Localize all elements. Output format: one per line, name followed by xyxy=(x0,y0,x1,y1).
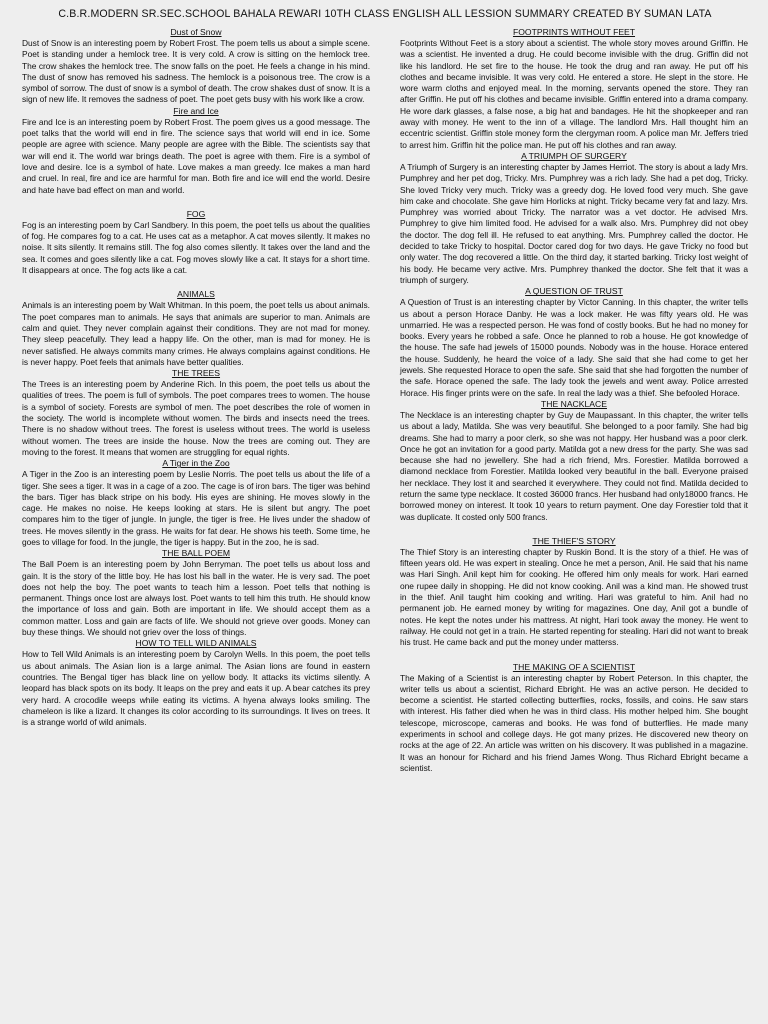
section-heading: A TRIUMPH OF SURGERY xyxy=(521,150,627,161)
section-fog xyxy=(22,209,370,276)
section-tiger-in-the-zoo xyxy=(22,458,370,548)
section-text: Animals is an interesting poem by Walt Whitman. In this poem, the poet tells us about animals. The poet compares man to animals. He says that animals are superior to man. Animals are calm and quiet. They never complain against their conditions. They are not mad for money. They sleep peacefully. They lead a happy life. On the other, man is mad for money. He is never satisfied. He always commits many crimes. He always complains against conditions. He is never happy. Poet feels that animals have better qualities. xyxy=(22,300,370,367)
section-the-trees xyxy=(22,368,370,458)
section-text: The Ball Poem is an interesting poem by John Berryman. The poet tells us about loss and gain. It is the story of the little boy. He has lost his ball in the water. He is very sad. The poet does not help the boy. The poet wants to teach him a lesson. Poet tells that nothing is permanent. Things once lost are always lost. Poet wants to tell him this truth. He should know the importance of loss and gain. Both are important in life. We should accept them as a common matter. Loss and gain are facts of life. We should not grieve over goods. Money can buy these things. We should not griev over the loss of things. xyxy=(22,559,370,638)
section-dust-of-snow xyxy=(22,27,370,106)
section-footprints-without-feet xyxy=(400,27,748,151)
left-column xyxy=(22,27,370,774)
section-text: How to Tell Wild Animals is an interesting poem by Carolyn Wells. In this poem, the poet tells us about animals. The Asian lion is a large animal. The Asian lions are found in eastern countries. The Bengal tiger has black line on yellow body. It attacks its victims silently. A leopard has black spots on its body. It leaps on the prey and eats it up. A bear catches its prey very hard. A crocodile weeps while eating its victims. A hyena always looks smiling. The chameleon is like a lizard. It changes its color according to its surroundings. It lives on trees. It is a strange world of wild animals. xyxy=(22,649,370,728)
section-heading: THE MAKING OF A SCIENTIST xyxy=(512,661,636,672)
section-necklace xyxy=(400,399,748,523)
section-thiefs-story xyxy=(400,536,748,649)
section-heading: HOW TO TELL WILD ANIMALS xyxy=(135,638,257,649)
section-text: A Triumph of Surgery is an interesting chapter by James Herriot. The story is about a lady Mrs. Pumphrey and her pet dog, Tricky. Mrs. Pumphrey was a rich lady. She had a pet dog, Tricky. She loved Tricky very much. Tricky was a greedy dog. He loved food very much. She gave him cake and chocolate. She gave him Horlicks at night. Tricky became very fat and lazy. Mrs. Pumphrey was worried about Tricky. The narrator was a vet doctor. He advised Mrs. Pumphrey to give him limited food. He advised for a walk also. Mrs. Pumphrey did not obey the doctor. The dog fell ill. He refused to eat anything. Mrs. Pumphrey called the doctor. He decided to take Tricky to hospital. Doctor cared dog for two days. He gave Tricky no food but only water. The dog recovered a little. On the third day, it started barking. Tricky lost weight of his body. He became very active. Mrs. Pumphrey thanked the doctor. She felt that it was a triumph of surgery. xyxy=(400,161,748,285)
section-heading: THE NACKLACE xyxy=(541,398,607,409)
section-making-of-a-scientist xyxy=(400,662,748,775)
section-ball-poem xyxy=(22,548,370,638)
section-wild-animals xyxy=(22,638,370,728)
section-heading: FOOTPRINTS WITHOUT FEET xyxy=(512,27,636,37)
section-heading: Fire and Ice xyxy=(173,105,219,116)
section-heading: THE TREES xyxy=(171,368,221,379)
section-text: Footprints Without Feet is a story about a scientist. The whole story moves around Griffin. He was a scientist. He invented a drug. He could become invisible with the drug. Griffin did not like his landlord. He set fire to the house. He took the drug and ran away. He put off his clothes and became invisible. It was very cold. He entered a store. He slept in the store. He wore warm cloths and enjoyed meal. In the morning, servants opened the store. They ran after Griffin. He put off his clothes and became invisible. Griffin entered into a drama company. He wore dark glasses, a false nose, a big hat and bandages. He hit the shopkeeper and ran away with money. He went to the inn of a village. The landlord Mrs. Hall thought him an eccentric scientist. Griffin stole money form the clergyman room. A police man Mr. Jeffers tried to arrest him. Griffin hit the police man. He put off his clothes and ran away. xyxy=(400,38,748,150)
section-text: Fog is an interesting poem by Carl Sandbery. In this poem, the poet tells us about the qualities of fog. He compares fog to a cat. He uses cat as a metaphor. A cat moves silently. It makes no noise. It sits silently. It remains still. The fog also comes silently. It takes over the land and the sea. It comes and goes silently like a cat. Fog moves slowly like a cat. It stays for a short time. It disappears at once. The fog acts like a cat. xyxy=(22,219,370,276)
section-fire-and-ice xyxy=(22,106,370,196)
section-heading: Dust of Snow xyxy=(170,27,222,37)
section-heading: FOG xyxy=(186,208,206,219)
section-heading: A Tiger in the Zoo xyxy=(162,458,230,469)
section-text: Fire and Ice is an interesting poem by Robert Frost. The poem gives us a good message. The poet talks that the world will end in fire. The science says that world will end in ice. Some people are agree with science. Many people are agree with the Bible. The scientists say that war will end it. The world war brings death. The poet is agree with them. Fire is a symbol of love and desire. Ice is a symbol of hate. Love makes a man greedy. Ice makes a man hard and cruel. In real, fire and ice are harmful for man. Both fire and ice will end the world. Desire and hate have bad effect on man and world. xyxy=(22,116,370,195)
section-text: Dust of Snow is an interesting poem by Robert Frost. The poem tells us about a simple scene. Poet is standing under a hemlock tree. It is very cold. A crow is sitting on the hemlock tree. The crow shakes the hemlock tree. The snow falls on the poet. He feels a change in his mind. The dust of snow has removed his sadness. The hemlock is a poisonous tree. The crow is a symbol of sorrow. The dust of snow is a symbol of death. The crow shakes dust of snow. It is a sign of new life. It removes the sadness of poet. The poet gets busy with his work like a crow. xyxy=(22,38,370,105)
section-question-of-trust xyxy=(400,286,748,399)
page-title: C.B.R.MODERN SR.SEC.SCHOOL BAHALA REWARI 10TH CLASS ENGLISH ALL LESSION SUMMARY CREATED BY SUMAN LATA xyxy=(58,8,712,20)
section-text: The Trees is an interesting poem by Anderine Rich. In this poem, the poet tells us about the qualities of trees. The poem is full of symbols. The poet compares trees to women. The house is a symbol of society. Forests are symbol of men. The poet describes the role of women in the society. The world is incomplete without women. The birds and insects need the trees. There is no shadow without trees. The forest is useless without trees. The world is useless without women. The trees are inside the house. Now the trees are coming out. They are moving to the forest. It means that women are struggling for equal rights. xyxy=(22,379,370,457)
right-column xyxy=(400,27,748,774)
columns xyxy=(22,27,748,774)
section-heading: THE BALL POEM xyxy=(162,548,230,559)
section-triumph-of-surgery xyxy=(400,151,748,286)
section-text: The Thief Story is an interesting chapter by Ruskin Bond. It is the story of a thief. He was of fifteen years old. He was expert in stealing. Once he met a person, Anil. He said that his name was Hari Singh. Anil kept him for cooking. He offered him only meals for work. Hari earned one rupee daily in shopping. He did not know cooking. Anil was a kind man. He showed trust in the thief. Anil taught him cooking and writing. Hari was grateful to him. Anil had no permanent job. He earned money by writing for magazines. One day, Anil got a bundle of notes. He kept the notes under his mattress. At night, Hari took away the money. He went to railway. He could not get in a train. He started repenting for stealing. Hari did not want to break his trust. He came back and put the money under matterss. xyxy=(400,546,748,648)
section-heading: ANIMALS xyxy=(177,289,215,300)
section-heading: A QUESTION OF TRUST xyxy=(525,286,623,297)
section-text: The Necklace is an interesting chapter by Guy de Maupassant. In this chapter, the writer tells us about a lady, Matilda. She was very beautiful. She belonged to a poor family. She had big dreams. She had to marry a poor clerk, so she was not happy. Her husband was a poor clerk. Once he got an invitation for a good party. Matilda got a new dress for the party. She was sad because she had no jewellery. She had a rich friend, Mrs. Forestier. Matilda borrowed a diamond necklace from Forestier. Matilda looked very beautiful in the ball. Everyone praised her necklace. They lost it and searched it everywhere. They could not find. Matilda decided to return the same type necklace. It costed 36000 francs. Her husband had only18000 francs. He borrowed money on interest. It took 10 years to return payment. One day Forestier told that it was duplicate. It costed only 500 francs. xyxy=(400,409,748,522)
section-heading: THE THIEF'S STORY xyxy=(532,535,616,546)
section-text: The Making of a Scientist is an interesting chapter by Robert Peterson. In this chapter, the writer tells us about a scientist, Richard Ebright. He was an active person. He decided to become a scientist. He started collecting butterflies, rocks, fossils, and coins. He saw stars with interest. His father died when he was in third class. His mother helped him. She bought telescope, microscope, cameras and books. He was fond of butterflies. He made many experiments in school and college days. He got many prizes. He discovered new theory on rocks at the age of 22. An article was written on his discovery. It was published in a magazine. It was an honour for Richard and his friend James Wong. Thus Richard Ebright became a scientist. xyxy=(400,672,748,773)
section-animals xyxy=(22,289,370,368)
section-text: A Tiger in the Zoo is an interesting poem by Leslie Norris. The poet tells us about the life of a tiger. She sees a tiger. It was in a cage of a zoo. The cage is of iron bars. The tiger was behind the bars. Tiger has black stripe on his body. His eyes are shining. He moves slowly in the cage. He makes no noise. He keeps looking at stars. He is silent but angry. The poet compares him to the tiger of jungle. In jungle, the tiger is free. He lives under the shadow of trees. He moves silently in the grass. He waits for fat dear. He shows his teeth. Some time, he goes to village for food. In the jungle, the tiger is happy. But in the zoo, he is sad. xyxy=(22,469,370,547)
section-text: A Question of Trust is an interesting chapter by Victor Canning. In this chapter, the writer tells us about a person Horace Danby. He was a lock maker. He was fifty years old. He was unmarried. He was a respected person. He was fond of costly books. But he had no money for books. Every years he robbed a safe. Once he planned to rob a house. He got knowledge of the house. The safe had jewels of 15000 pounds. Nobody was in the house. Horace entered the house. Suddenly, he heard the voice of a lady. She said that she had come to get her jewels. She requested Horace to open the safe. She said that she had forgotten the number of the safe. Horace opened the safe. The lady took the jewels and went away. Police arrested Horace. His finger prints were on the safe. In real the lady was a thief. She befooled Horace. xyxy=(400,297,748,398)
